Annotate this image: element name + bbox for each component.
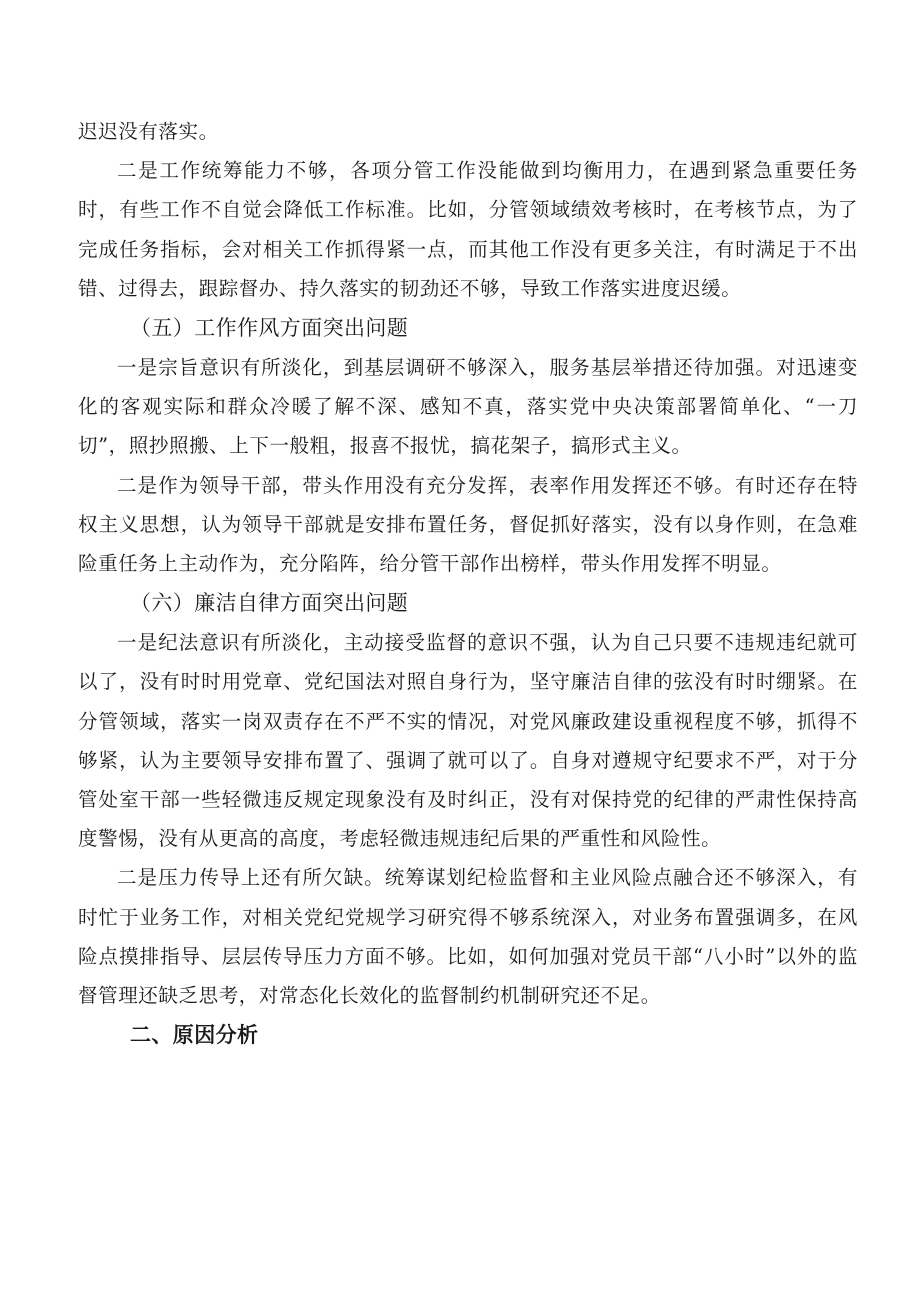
paragraph-leading-role: 二是作为领导干部，带头作用没有充分发挥，表率作用发挥还不够。有时还存在特权主义思想，认为领导干部就是安排布置任务，督促抓好落实，没有以身作则，在急难险重任务上主动作为，充分陷阵，给分管干部作出榜样，带头作用发挥不明显。: [78, 473, 858, 576]
section-heading-work-style: （五）工作作风方面突出问题: [130, 316, 409, 341]
paragraph-discipline-awareness: 一是纪法意识有所淡化，主动接受监督的意识不强，认为自己只要不违规违纪就可以了，没有时时用党章、党纪国法对照自身行为，坚守廉洁自律的弦没有时时绷紧。在分管领域，落实一岗双责存在不严不实的情况，对党风廉政建设重视程度不够，抓得不够紧，认为主要领导安排布置了、强调了就可以了。自身对遵规守纪要求不严，对于分管处室干部一些轻微违反规定现象没有及时纠正，没有对保持党的纪律的严肃性保持高度警惕，没有从更高的高度，考虑轻微违规违纪后果的严重性和风险性。: [78, 631, 858, 851]
paragraph-continuation: 迟迟没有落实。: [78, 120, 219, 143]
paragraph-purpose-awareness: 一是宗旨意识有所淡化，到基层调研不够深入，服务基层举措还待加强。对迅速变化的客观实际和群众冷暖了解不深、感知不真，落实党中央决策部署简单化、“一刀切”，照抄照搬、上下一般粗，报喜不报忧，搞花架子，搞形式主义。: [78, 356, 858, 458]
document-page: [78, 112, 858, 1055]
paragraph-work-coordination: 二是工作统筹能力不够，各项分管工作没能做到均衡用力，在遇到紧急重要任务时，有些工作不自觉会降低工作标准。比如，分管领域绩效考核时，在考核节点，为了完成任务指标，会对相关工作抓得紧一点，而其他工作没有更多关注，有时满足于不出错、过得去，跟踪督办、持久落实的韧劲还不够，导致工作落实进度迟缓。: [78, 159, 858, 300]
section-heading-integrity: （六）廉洁自律方面突出问题: [130, 591, 409, 616]
section-heading-cause-analysis: 二、原因分析: [130, 1023, 259, 1048]
paragraph-pressure-transmission: 二是压力传导上还有所欠缺。统筹谋划纪检监督和主业风险点融合还不够深入，有时忙于业务工作，对相关党纪党规学习研究得不够系统深入，对业务布置强调多，在风险点摸排指导、层层传导压力方面不够。比如，如何加强对党员干部“八小时”以外的监督管理还缺乏思考，对常态化长效化的监督制约机制研究还不足。: [78, 866, 858, 1008]
